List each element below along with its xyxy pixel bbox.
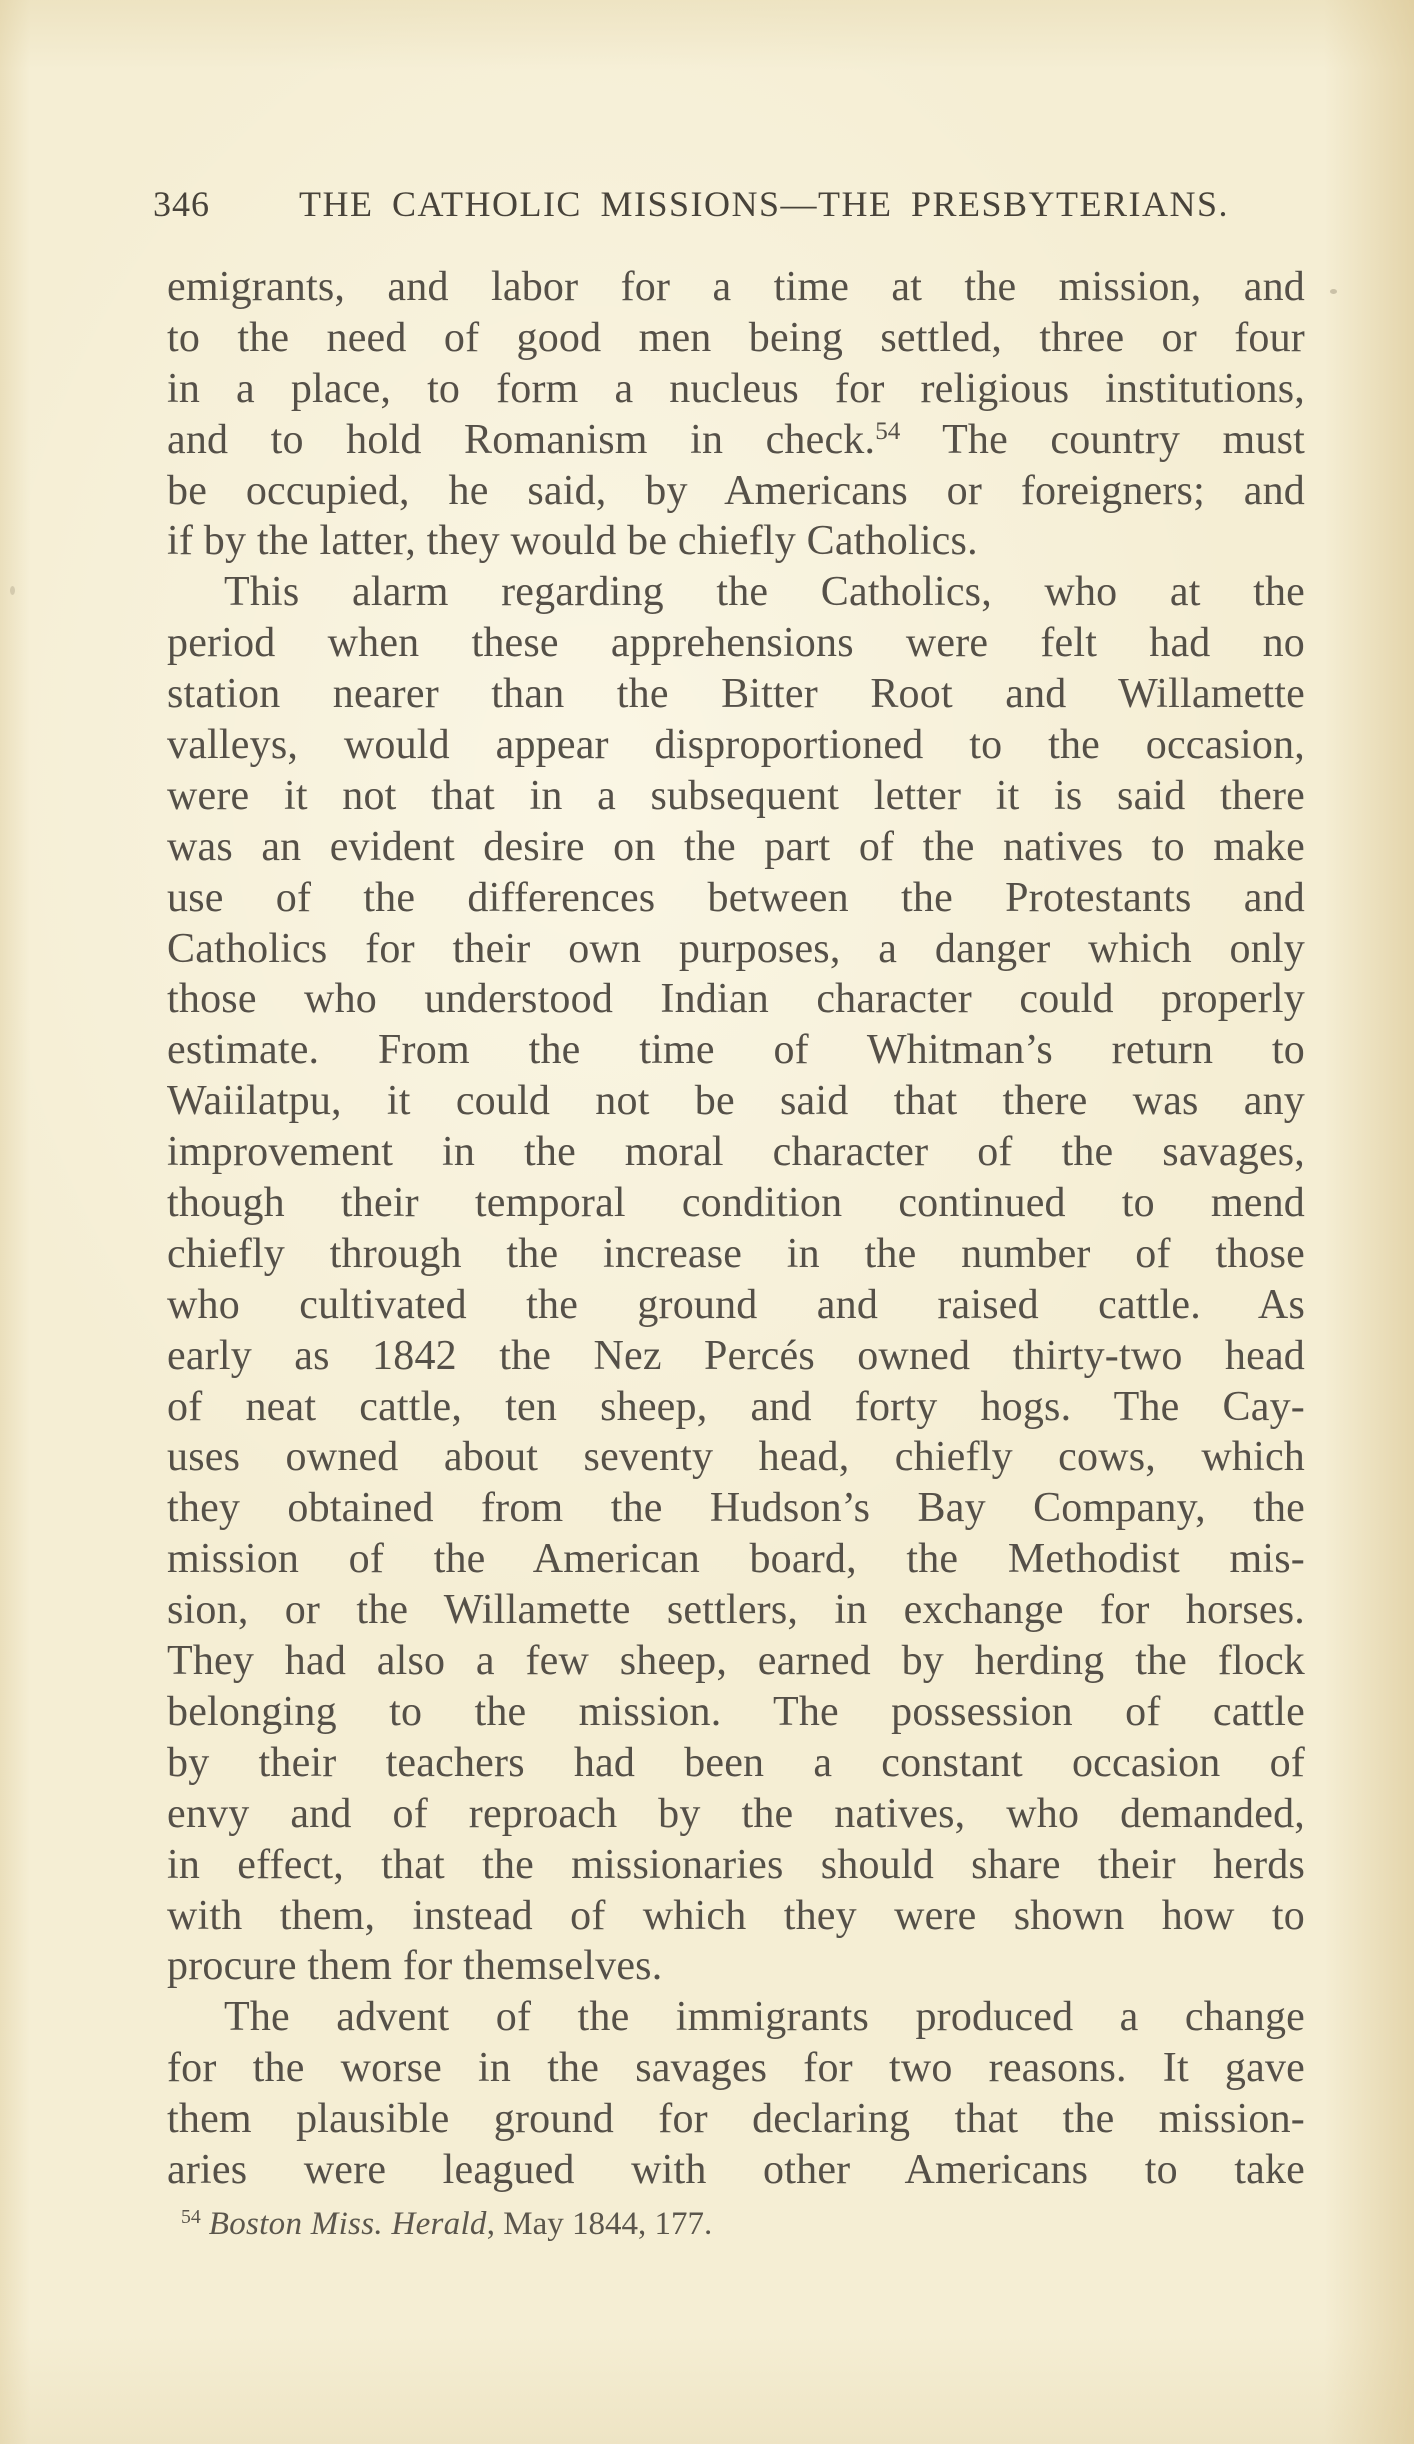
text-line: The advent of the immigrants produced a change <box>224 1994 1305 2041</box>
body-text <box>167 262 1305 2196</box>
text-line: who cultivated the ground and raised cattle. As <box>167 1281 1305 1328</box>
text-line: period when these apprehensions were felt had no <box>167 620 1305 667</box>
dust-speck <box>10 586 15 595</box>
text-line: Waiilatpu, it could not be said that there was any <box>167 1078 1305 1125</box>
page-header <box>0 183 1414 229</box>
text-line: use of the differences between the Protestants and <box>167 874 1305 921</box>
dust-speck <box>1330 289 1337 294</box>
text-segment: The country must <box>942 416 1305 463</box>
text-line: be occupied, he said, by Americans or foreigners; and <box>167 467 1305 514</box>
text-line: station nearer than the Bitter Root and Willamette <box>167 671 1305 718</box>
text-line: of neat cattle, ten sheep, and forty hogs. The Cay- <box>167 1383 1305 1430</box>
text-line: for the worse in the savages for two reasons. It gave <box>167 2045 1305 2092</box>
footnote-ref: 54 <box>875 417 901 445</box>
text-line: chiefly through the increase in the number of those <box>167 1230 1305 1277</box>
text-line: aries were leagued with other Americans to take <box>167 2146 1305 2193</box>
text-line: them plausible ground for declaring that the mission- <box>167 2096 1305 2143</box>
text-line: belonging to the mission. The possession of cattle <box>167 1688 1305 1735</box>
text-line: those who understood Indian character could properly <box>167 976 1305 1023</box>
text-line: Catholics for their own purposes, a danger which only <box>167 925 1305 972</box>
text-line: in effect, that the missionaries should share their herds <box>167 1841 1305 1888</box>
text-line: valleys, would appear disproportioned to the occasion, <box>167 722 1305 769</box>
footnote-detail: , May 1844, 177. <box>486 2206 713 2242</box>
text-line: They had also a few sheep, earned by herding the flock <box>167 1638 1305 1685</box>
text-line: early as 1842 the Nez Percés owned thirty-two head <box>167 1332 1305 1379</box>
text-line: mission of the American board, the Methodist mis- <box>167 1536 1305 1583</box>
text-line: was an evident desire on the part of the natives to make <box>167 823 1305 870</box>
text-line: they obtained from the Hudson’s Bay Company, the <box>167 1485 1305 1532</box>
text-line: This alarm regarding the Catholics, who at the <box>224 569 1305 616</box>
text-line: were it not that in a subsequent letter it is said there <box>167 772 1305 819</box>
footnote <box>167 2206 1305 2243</box>
text-line: emigrants, and labor for a time at the mission, and <box>167 264 1305 310</box>
running-title: THE CATHOLIC MISSIONS—THE PRESBYTERIANS. <box>298 184 1230 224</box>
text-line: procure them for themselves. <box>167 1943 663 1990</box>
text-line: envy and of reproach by the natives, who demanded, <box>167 1790 1305 1837</box>
text-line: sion, or the Willamette settlers, in exchange for horses. <box>167 1587 1305 1634</box>
text-line: improvement in the moral character of the savages, <box>167 1129 1305 1176</box>
text-line: with them, instead of which they were shown how to <box>167 1892 1305 1939</box>
text-segment: and to hold Romanism in check. <box>167 416 876 463</box>
footnote-marker: 54 <box>181 2206 201 2229</box>
footnote-source: Boston Miss. Herald <box>208 2206 487 2242</box>
text-line-with-footnote-ref <box>167 415 1305 466</box>
text-line: uses owned about seventy head, chiefly cows, which <box>167 1434 1305 1481</box>
text-line: if by the latter, they would be chiefly Catholics. <box>167 518 978 565</box>
text-line: though their temporal condition continued to mend <box>167 1180 1305 1227</box>
text-line: estimate. From the time of Whitman’s return to <box>167 1027 1305 1074</box>
text-line: to the need of good men being settled, three or four <box>167 314 1305 361</box>
text-line: by their teachers had been a constant occasion of <box>167 1739 1305 1786</box>
text-line: in a place, to form a nucleus for religious institutions, <box>167 365 1305 412</box>
page-number: 346 <box>153 184 210 224</box>
